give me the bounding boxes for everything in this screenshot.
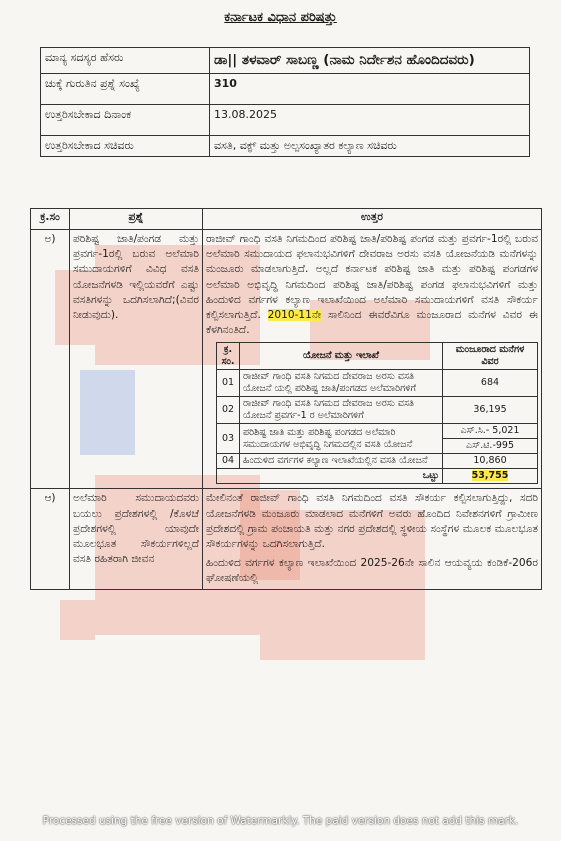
watermark-block bbox=[60, 600, 95, 640]
scheme-name: ಪರಿಶಿಷ್ಟ ಜಾತಿ ಮತ್ತು ಪರಿಶಿಷ್ಟ ಪಂಗಡದ ಅಲೆಮಾರಿ ಸಮುದಾಯಗಳ ಅಭಿವೃದ್ಧಿ ನಿಗಮದಲ್ಲಿನ ವಸತಿ ಯೋಜನೆ bbox=[240, 424, 443, 454]
scheme-name: ರಾಜೀವ್ ಗಾಂಧಿ ವಸತಿ ನಿಗಮದ ದೇವರಾಜ ಅರಸು ವಸತಿ ಯೋಜನೆ ಯಲ್ಲಿ ಪರಿಶಿಷ್ಟ ಜಾತಿ/ಪಂಗಡದ ಅಲೆಮಾರಿಗಳಿಗೆ bbox=[240, 370, 443, 397]
scheme-total-row bbox=[217, 469, 538, 484]
info-label: ಮಾನ್ಯ ಸದಸ್ಯರ ಹೆಸರು bbox=[41, 48, 210, 74]
qa-table bbox=[30, 208, 542, 590]
minister-name: ವಸತಿ, ವಕ್ಫ್ ಮತ್ತು ಅಲ್ಪಸಂಖ್ಯಾತರ ಕಲ್ಯಾಣ ಸಚಿವರು bbox=[210, 136, 530, 157]
scheme-sl: 04 bbox=[217, 454, 240, 469]
info-label: ಚುಕ್ಕೆ ಗುರುತಿನ ಪ್ರಶ್ನೆ ಸಂಖ್ಯೆ bbox=[41, 74, 210, 105]
info-row-member bbox=[41, 48, 530, 74]
scheme-header-row bbox=[217, 343, 538, 370]
info-row-minister bbox=[41, 136, 530, 157]
scheme-row bbox=[217, 370, 538, 397]
answer-header: ಉತ್ತರ bbox=[203, 209, 542, 230]
answer-text: ಸಾಲಿನಿಂದ ಈವರೆವಿಗೂ ಮಂಜೂರಾದ ಮನೆಗಳ ವಿವರ ಈ ಕೆಳಗಿನಂತಿದೆ. bbox=[206, 309, 538, 337]
scheme-sl-header: ಕ್ರ. ಸಂ. bbox=[217, 343, 240, 370]
answer-paragraph bbox=[206, 232, 538, 338]
scheme-name-header: ಯೋಜನೆ ಮತ್ತು ಇಲಾಖೆ bbox=[240, 343, 443, 370]
scheme-value: 684 bbox=[443, 370, 538, 397]
sl-header: ಕ್ರ.ಸಂ bbox=[31, 209, 70, 230]
scheme-row bbox=[217, 424, 538, 439]
answer-date: 13.08.2025 bbox=[210, 105, 530, 136]
scheme-sl: 01 bbox=[217, 370, 240, 397]
watermark-notice: Processed using the free version of Watermarkly. The paid version does not add this mark. bbox=[42, 815, 519, 827]
member-info-table bbox=[40, 47, 530, 157]
sl-cell: ಆ) bbox=[31, 489, 70, 589]
highlighted-year: 2010-11ನೇ bbox=[267, 309, 322, 322]
scheme-table bbox=[216, 342, 538, 484]
scheme-value-sc: ಎಸ್.ಸಿ.- 5,021 bbox=[443, 424, 538, 439]
answer-text: ರಾಜೀವ್ ಗಾಂಧಿ ವಸತಿ ನಿಗಮದಿಂದ ಪರಿಶಿಷ್ಟ ಜಾತಿ/ಪರಿಶಿಷ್ಟ ಪಂಗಡ ಮತ್ತು ಪ್ರವರ್ಗ-1ರಲ್ಲಿ ಬರುವ ಅಲೆಮಾರಿ ಸಮುದಾಯದ ಫಲಾನುಭವಿಗಳಿಗೆ ದೇವರಾಜ ಅರಸು ವಸತಿ ಯೋಜನೆಯಡಿ ಮನೆಗಳನ್ನು ಮಂಜೂರು ಮಾಡಲಾಗುತ್ತಿದೆ. ಅಲ್ಲದೆ ಕರ್ನಾಟಕ ಪರಿಶಿಷ್ಟ ಜಾತಿ ಮತ್ತು ಪರಿಶಿಷ್ಟ ಪಂಗಡಗಳ ಅಲೆಮಾರಿ ಅಭಿವೃದ್ಧಿ ನಿಗಮದಿಂದ ಪರಿಶಿಷ್ಟ ಜಾತಿ/ಪರಿಶಿಷ್ಟ ಪಂಗಡ ಫಲಾನುಭವಿಗಳಿಗೆ ಮತ್ತು ಹಿಂದುಳಿದ ವರ್ಗಗಳ ಕಲ್ಯಾಣ ಇಲಾಖೆಯಿಂದ ಅಲೆಮಾರಿ ಸಮುದಾಯಗಳಿಗೆ ವಸತಿ ಸೌಕರ್ಯ ಕಲ್ಪಿಸಲಾಗುತ್ತಿದೆ. bbox=[206, 233, 538, 322]
qa-row bbox=[31, 489, 542, 589]
question-number: 310 bbox=[210, 74, 530, 105]
answer-cell bbox=[203, 230, 542, 489]
qa-row bbox=[31, 230, 542, 489]
question-cell: ಪರಿಶಿಷ್ಟ ಜಾತಿ/ಪಂಗಡ ಮತ್ತು ಪ್ರವರ್ಗ-1ರಲ್ಲಿ ಬರುವ ಅಲೆಮಾರಿ ಸಮುದಾಯಗಳಿಗೆ ವಿವಿಧ ವಸತಿ ಯೋಜನೆಗಳಡಿ ಇಲ್ಲಿಯವರೆಗೆ ಎಷ್ಟು ವಸತಿಗಳನ್ನು ಒದಗಿಸಲಾಗಿದೆ;(ವಿವರ ನೀಡುವುದು). bbox=[70, 230, 203, 489]
qa-header-row bbox=[31, 209, 542, 230]
scheme-row bbox=[217, 454, 538, 469]
info-row-date bbox=[41, 105, 530, 136]
info-label: ಉತ್ತರಿಸಬೇಕಾದ ದಿನಾಂಕ bbox=[41, 105, 210, 136]
question-header: ಪ್ರಶ್ನೆ bbox=[70, 209, 203, 230]
info-row-question-number bbox=[41, 74, 530, 105]
total-value: 53,755 bbox=[471, 470, 509, 482]
sl-cell: ಅ) bbox=[31, 230, 70, 489]
scheme-value-st: ಎಸ್.ಟಿ.-995 bbox=[443, 439, 538, 454]
answer-cell bbox=[203, 489, 542, 589]
total-cell bbox=[443, 469, 538, 484]
scheme-sanctioned-header: ಮಂಜೂರಾದ ಮನೆಗಳ ವಿವರ bbox=[443, 343, 538, 370]
scheme-row bbox=[217, 397, 538, 424]
scheme-value: 10,860 bbox=[443, 454, 538, 469]
scheme-name: ಹಿಂದುಳಿದ ವರ್ಗಗಳ ಕಲ್ಯಾಣ ಇಲಾಖೆಯಲ್ಲಿನ ವಸತಿ ಯೋಜನೆ bbox=[240, 454, 443, 469]
scheme-value: 36,195 bbox=[443, 397, 538, 424]
question-cell: ಅಲೆಮಾರಿ ಸಮುದಾಯದವರು ಬಯಲು ಪ್ರದೇಶಗಳಲ್ಲಿ /ಕೊಳಚೆ ಪ್ರದೇಶಗಳಲ್ಲಿ ಯಾವುದೇ ಮೂಲಭೂತ ಸೌಕರ್ಯಗಳಿಲ್ಲದೆ ವಸತಿ ರಹಿತರಾಗಿ ಜೀವನ bbox=[70, 489, 203, 589]
answer-paragraph: ಮೇಲಿನಂತೆ ರಾಜೀವ್ ಗಾಂಧಿ ವಸತಿ ನಿಗಮದಿಂದ ವಸತಿ ಸೌಕರ್ಯ ಕಲ್ಪಿಸಲಾಗುತ್ತಿದ್ದು, ಸದರಿ ಯೋಜನೆಗಳಡಿ ಮಂಜೂರು ಮಾಡಲಾದ ಮನೆಗಳಿಗೆ ಅವರು ಹೊಂದಿದ ನಿವೇಶನಗಳಿಗೆ ಗ್ರಾಮೀಣ ಪ್ರದೇಶದಲ್ಲಿ ಗ್ರಾಮ ಪಂಚಾಯತಿ ಮತ್ತು ನಗರ ಪ್ರದೇಶದಲ್ಲಿ ಸ್ಥಳೀಯ ಸಂಸ್ಥೆಗಳ ಮೂಲಕ ಮೂಲಭೂತ ಸೌಕರ್ಯಗಳನ್ನು ಒದಗಿಸಲಾಗುತ್ತಿದೆ. bbox=[206, 492, 538, 551]
page-title: ಕರ್ನಾಟಕ ವಿಧಾನ ಪರಿಷತ್ತು bbox=[224, 10, 337, 25]
scheme-sl: 02 bbox=[217, 397, 240, 424]
member-name: ಡಾ|| ತಳವಾರ್ ಸಾಬಣ್ಣ (ನಾಮ ನಿರ್ದೇಶನ ಹೊಂದಿದವರು) bbox=[210, 48, 530, 74]
scheme-sl: 03 bbox=[217, 424, 240, 454]
answer-paragraph: ಹಿಂದುಳಿದ ವರ್ಗಗಳ ಕಲ್ಯಾಣ ಇಲಾಖೆಯಿಂದ 2025-26ನೇ ಸಾಲಿನ ಆಯವ್ಯಯ ಕಂಡಿಕೆ-206ರ ಘೋಷಣೆಯಲ್ಲಿ bbox=[206, 557, 538, 585]
total-label: ಒಟ್ಟು bbox=[217, 469, 443, 484]
info-label: ಉತ್ತರಿಸಬೇಕಾದ ಸಚಿವರು bbox=[41, 136, 210, 157]
scheme-name: ರಾಜೀವ್ ಗಾಂಧಿ ವಸತಿ ನಿಗಮದ ದೇವರಾಜ ಅರಸು ವಸತಿ ಯೋಜನೆ ಪ್ರವರ್ಗ-1 ರ ಅಲೆಮಾರಿಗಳಿಗೆ bbox=[240, 397, 443, 424]
